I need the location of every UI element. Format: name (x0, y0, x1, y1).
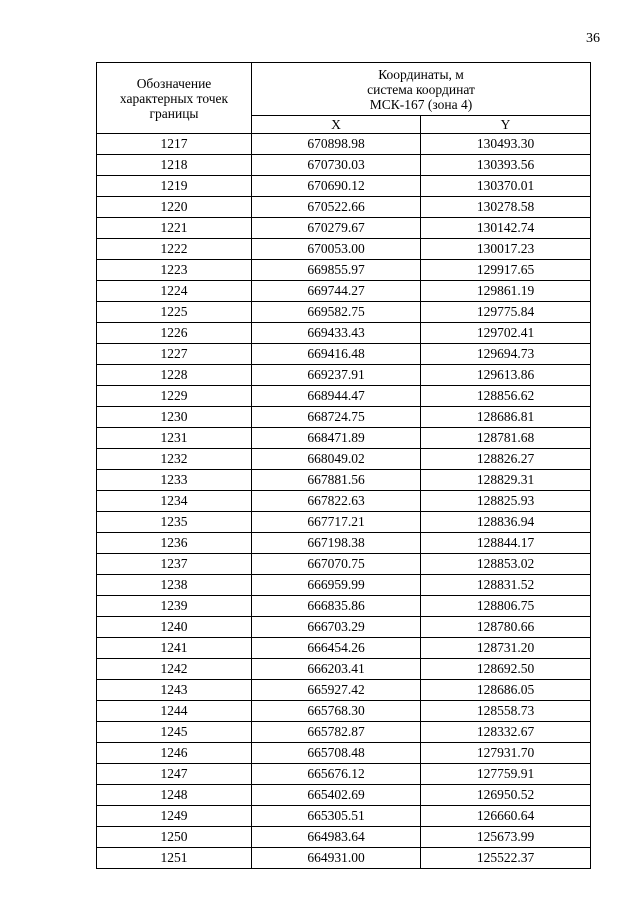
table-row (97, 617, 591, 638)
x-coordinate-cell: 668724.75 (252, 407, 421, 428)
point-cell: 1250 (97, 827, 252, 848)
y-coordinate-cell: 130017.23 (421, 239, 591, 260)
point-cell: 1235 (97, 512, 252, 533)
x-coordinate-cell: 669416.48 (252, 344, 421, 365)
x-coordinate-cell: 670730.03 (252, 155, 421, 176)
point-cell: 1218 (97, 155, 252, 176)
y-coordinate-cell: 130278.58 (421, 197, 591, 218)
y-coordinate-cell: 125522.37 (421, 848, 591, 869)
table-row (97, 596, 591, 617)
point-cell: 1225 (97, 302, 252, 323)
x-coordinate-cell: 669237.91 (252, 365, 421, 386)
point-cell: 1240 (97, 617, 252, 638)
y-coordinate-cell: 129917.65 (421, 260, 591, 281)
x-coordinate-cell: 669744.27 (252, 281, 421, 302)
y-coordinate-cell: 129861.19 (421, 281, 591, 302)
y-coordinate-cell: 128826.27 (421, 449, 591, 470)
point-cell: 1223 (97, 260, 252, 281)
y-coordinate-cell: 128806.75 (421, 596, 591, 617)
x-coordinate-cell: 665402.69 (252, 785, 421, 806)
point-cell: 1230 (97, 407, 252, 428)
table-row (97, 785, 591, 806)
coords-header-line-2: система координат (367, 81, 475, 97)
point-cell: 1234 (97, 491, 252, 512)
x-coordinate-cell: 665927.42 (252, 680, 421, 701)
point-cell: 1222 (97, 239, 252, 260)
point-cell: 1221 (97, 218, 252, 239)
table-row (97, 701, 591, 722)
x-coordinate-cell: 664983.64 (252, 827, 421, 848)
table-row (97, 638, 591, 659)
y-coordinate-cell: 126660.64 (421, 806, 591, 827)
x-coordinate-cell: 670279.67 (252, 218, 421, 239)
table-row (97, 512, 591, 533)
point-cell: 1233 (97, 470, 252, 491)
coords-header-line-3: МСК-167 (зона 4) (369, 96, 473, 112)
y-coordinate-cell: 129613.86 (421, 365, 591, 386)
table-row (97, 281, 591, 302)
table-row (97, 764, 591, 785)
x-coordinate-cell: 669855.97 (252, 260, 421, 281)
x-coordinate-cell: 668049.02 (252, 449, 421, 470)
table-row (97, 218, 591, 239)
table-row (97, 575, 591, 596)
y-coordinate-cell: 130393.56 (421, 155, 591, 176)
table-row (97, 155, 591, 176)
y-coordinate-cell: 128825.93 (421, 491, 591, 512)
y-coordinate-cell: 127759.91 (421, 764, 591, 785)
x-coordinate-cell: 666454.26 (252, 638, 421, 659)
table-row (97, 659, 591, 680)
table-row (97, 176, 591, 197)
coords-header-line-1: Координаты, м (378, 66, 464, 82)
y-coordinate-cell: 130142.74 (421, 218, 591, 239)
point-cell: 1228 (97, 365, 252, 386)
point-header-line-3: границы (149, 105, 199, 121)
point-designation-header (97, 63, 252, 134)
table-row (97, 260, 591, 281)
table-row (97, 827, 591, 848)
point-cell: 1241 (97, 638, 252, 659)
coordinates-header (252, 63, 591, 116)
point-header-line-1: Обозначение (136, 75, 212, 91)
y-coordinate-cell: 128856.62 (421, 386, 591, 407)
table-body (97, 134, 591, 869)
table-row (97, 134, 591, 155)
point-cell: 1243 (97, 680, 252, 701)
table-row (97, 722, 591, 743)
x-coordinate-cell: 665676.12 (252, 764, 421, 785)
point-cell: 1238 (97, 575, 252, 596)
x-coordinate-cell: 667717.21 (252, 512, 421, 533)
x-coordinate-cell: 669582.75 (252, 302, 421, 323)
x-coordinate-cell: 668944.47 (252, 386, 421, 407)
x-coordinate-cell: 665305.51 (252, 806, 421, 827)
table-row (97, 806, 591, 827)
table-row (97, 491, 591, 512)
x-coordinate-cell: 665782.87 (252, 722, 421, 743)
table-row (97, 239, 591, 260)
y-coordinate-cell: 128836.94 (421, 512, 591, 533)
point-cell: 1227 (97, 344, 252, 365)
x-coordinate-cell: 664931.00 (252, 848, 421, 869)
table-row (97, 407, 591, 428)
x-coordinate-cell: 670690.12 (252, 176, 421, 197)
y-coordinate-cell: 128686.05 (421, 680, 591, 701)
table-row (97, 302, 591, 323)
point-cell: 1244 (97, 701, 252, 722)
x-coordinate-cell: 666203.41 (252, 659, 421, 680)
point-cell: 1229 (97, 386, 252, 407)
point-cell: 1246 (97, 743, 252, 764)
x-column-header: X (252, 116, 421, 134)
coordinates-table (96, 62, 591, 869)
point-cell: 1249 (97, 806, 252, 827)
table-row (97, 848, 591, 869)
point-cell: 1219 (97, 176, 252, 197)
point-cell: 1232 (97, 449, 252, 470)
y-coordinate-cell: 128558.73 (421, 701, 591, 722)
point-cell: 1224 (97, 281, 252, 302)
point-cell: 1226 (97, 323, 252, 344)
y-coordinate-cell: 128781.68 (421, 428, 591, 449)
point-cell: 1217 (97, 134, 252, 155)
table-row (97, 680, 591, 701)
point-cell: 1231 (97, 428, 252, 449)
x-coordinate-cell: 668471.89 (252, 428, 421, 449)
page-number: 36 (586, 31, 600, 46)
x-coordinate-cell: 665768.30 (252, 701, 421, 722)
y-coordinate-cell: 128780.66 (421, 617, 591, 638)
table-row (97, 386, 591, 407)
point-cell: 1236 (97, 533, 252, 554)
y-coordinate-cell: 126950.52 (421, 785, 591, 806)
y-coordinate-cell: 128853.02 (421, 554, 591, 575)
x-coordinate-cell: 667822.63 (252, 491, 421, 512)
point-cell: 1242 (97, 659, 252, 680)
table-row (97, 470, 591, 491)
y-coordinate-cell: 128831.52 (421, 575, 591, 596)
point-cell: 1251 (97, 848, 252, 869)
y-coordinate-cell: 130493.30 (421, 134, 591, 155)
table-row (97, 449, 591, 470)
table-row (97, 554, 591, 575)
point-cell: 1245 (97, 722, 252, 743)
point-cell: 1239 (97, 596, 252, 617)
x-coordinate-cell: 665708.48 (252, 743, 421, 764)
y-coordinate-cell: 129775.84 (421, 302, 591, 323)
table-row (97, 365, 591, 386)
y-coordinate-cell: 128686.81 (421, 407, 591, 428)
table-header-row (97, 63, 591, 116)
y-column-header: Y (421, 116, 591, 134)
table-row (97, 323, 591, 344)
table-row (97, 428, 591, 449)
table-row (97, 197, 591, 218)
x-coordinate-cell: 666703.29 (252, 617, 421, 638)
x-coordinate-cell: 666835.86 (252, 596, 421, 617)
x-coordinate-cell: 667881.56 (252, 470, 421, 491)
point-header-line-2: характерных точек (119, 90, 229, 106)
x-coordinate-cell: 667070.75 (252, 554, 421, 575)
x-coordinate-cell: 670053.00 (252, 239, 421, 260)
y-coordinate-cell: 127931.70 (421, 743, 591, 764)
y-coordinate-cell: 129694.73 (421, 344, 591, 365)
table-row (97, 344, 591, 365)
point-cell: 1220 (97, 197, 252, 218)
x-coordinate-cell: 669433.43 (252, 323, 421, 344)
point-cell: 1248 (97, 785, 252, 806)
point-cell: 1237 (97, 554, 252, 575)
y-coordinate-cell: 125673.99 (421, 827, 591, 848)
y-coordinate-cell: 130370.01 (421, 176, 591, 197)
x-coordinate-cell: 670522.66 (252, 197, 421, 218)
y-coordinate-cell: 128844.17 (421, 533, 591, 554)
y-coordinate-cell: 128731.20 (421, 638, 591, 659)
y-coordinate-cell: 129702.41 (421, 323, 591, 344)
y-coordinate-cell: 128332.67 (421, 722, 591, 743)
x-coordinate-cell: 670898.98 (252, 134, 421, 155)
x-coordinate-cell: 667198.38 (252, 533, 421, 554)
point-cell: 1247 (97, 764, 252, 785)
table-row (97, 743, 591, 764)
y-coordinate-cell: 128692.50 (421, 659, 591, 680)
y-coordinate-cell: 128829.31 (421, 470, 591, 491)
x-coordinate-cell: 666959.99 (252, 575, 421, 596)
table-row (97, 533, 591, 554)
